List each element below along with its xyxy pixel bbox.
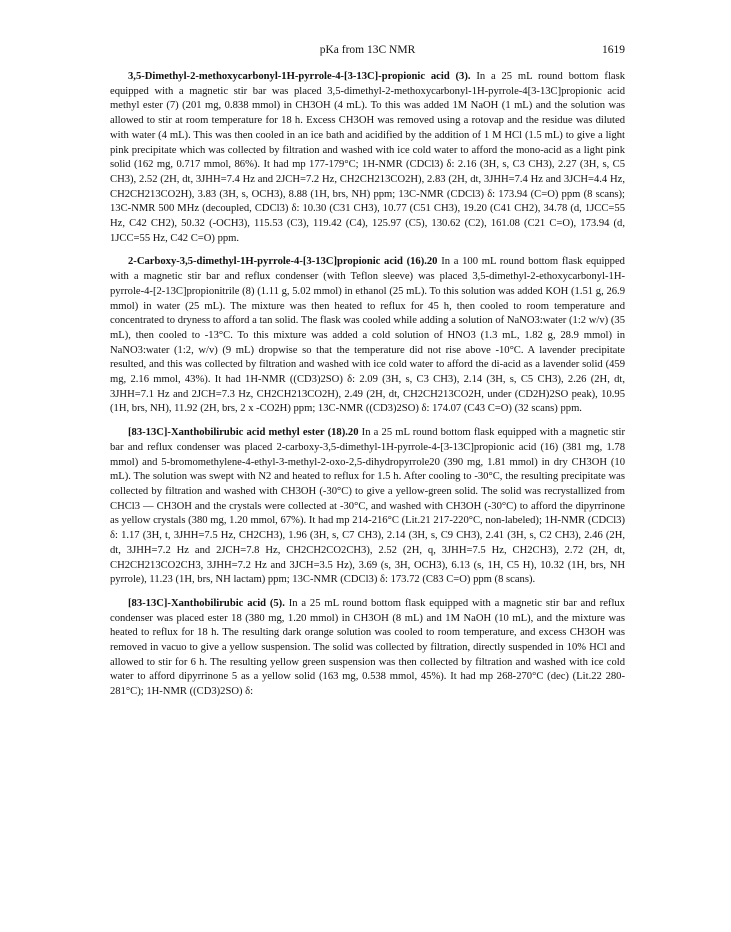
running-title: pKa from 13C NMR: [319, 44, 416, 56]
compound-name: 3,5-Dimethyl-2-methoxycarbonyl-1H-pyrrole-4-[3-13C]-propionic acid (3).: [128, 71, 471, 82]
compound-name: [83-13C]-Xanthobilirubic acid (5).: [128, 597, 285, 609]
experimental-entry-ester-18: [110, 426, 625, 588]
article-body: [110, 70, 625, 709]
procedure-text: In a 25 mL round bottom flask equipped with a magnetic stir bar was placed 3,5-dimethyl-2-methoxycarbonyl-1H-pyrrole-4[3-13C]propionic acid methyl ester (7) (201 mg, 0.838 mmol) in CH3OH (4 mL). To this was added 1M NaOH (1 mL) and the solution was allowed to stir at room temperature for 18 h. Excess CH3OH was removed using a rotovap and the residue was diluted with water (4 mL). This was then cooled in an ice bath and acidified by the addition of 1 M HCl (1.5 mL) to give a light pink precipitate which was collected by filtration and washed with ice cold water to afford the mono-acid as a light pink solid (162 mg, 0.717 mmol, 86%). It had mp 177-179°C; 1H-NMR (CDCl3) δ: 2.16 (3H, s, C3 CH3), 2.27 (3H, s, C5 CH3), 2.52 (2H, dt, 3JHH=7.4 Hz and 2JCH=7.2 Hz, CH2CH213CO2H), 2.83 (2H, dt, 3JHH=7.4 Hz and 3JCH=4.4 Hz, CH2CH213CO2H), 3.83 (3H, s, OCH3), 8.88 (1H, brs, NH) ppm; 13C-NMR (CDCl3) δ: 173.94 (C=O) ppm (8 scans); 13C-NMR 500 MHz (decoupled, CDCl3) δ: 10.30 (C31 CH3), 10.77 (C51 CH3), 19.20 (C41 CH2), 34.78 (d, 1JCC=55 Hz, C42 CH2), 50.32 (-OCH3), 115.53 (C3), 119.42 (C4), 125.97 (C5), 130.62 (C2), 161.08 (C21 C=O), 173.94 (d, 1JCC=55 Hz, C42 C=O) ppm.: [110, 71, 626, 244]
compound-name: 2-Carboxy-3,5-dimethyl-1H-pyrrole-4-[3-13C]propionic acid (16).20: [128, 256, 438, 268]
procedure-text: In a 25 mL round bottom flask equipped with a magnetic stir bar and reflux condenser was placed ester 18 (380 mg, 1.20 mmol) in CH3OH (8 mL) and 1M NaOH (10 mL), and the mixture was heated to reflux for 18 h. The resulting dark orange solution was cooled to room temperature, and excess CH3OH was removed in vacuo to give a yellow suspension. The solid was collected by filtration, directly suspended in 10% HCl and allowed to stir for 6 h. The resulting yellow green suspension was then collected by filtration and washed with ice cold water to afford dipyrrinone 5 as a yellow solid (163 mg, 0.538 mmol, 45%). It had mp 268-270°C (dec) (Lit.22 280-281°C); 1H-NMR ((CD3)2SO) δ:: [110, 597, 625, 698]
experimental-entry-acid-3: [110, 70, 625, 246]
procedure-text: In a 25 mL round bottom flask equipped with a magnetic stir bar and reflux condenser was placed 2-carboxy-3,5-dimethyl-1H-pyrrole-4-[3-13C]propionic acid (16) (381 mg, 1.78 mmol) and 5-bromomethylene-4-ethyl-3-methyl-2-oxo-2,5-dihydropyrrole20 (390 mg, 1.81 mmol) in dry CH3OH (10 mL). The solution was swept with N2 and heated to reflux for 1.5 h. After cooling to -30°C, the resulting precipitate was collected by filtration and washed with CH3OH (-30°C) to give a yellow-green solid. The solid was recrystallized from CHCl3 — CH3OH and the crystals were collected at -30°C, and washed with CH3OH (-30°C) to afford the dipyrrinone as yellow crystals (380 mg, 1.20 mmol, 67%). It had mp 214-216°C (Lit.21 217-220°C, non-labeled); 1H-NMR (CDCl3) δ: 1.17 (3H, t, 3JHH=7.5 Hz, CH2CH3), 1.96 (3H, s, C7 CH3), 2.14 (3H, s, C9 CH3), 2.41 (3H, s, C2 CH3), 2.46 (2H, dt, 3JHH=7.2 Hz and 2JCH=7.8 Hz, CH2CH2CO2CH3), 2.52 (2H, q, 3JHH=7.5 Hz, CH2CH3), 2.72 (2H, dt, CH2CH213CO2CH3, 3JHH=7.2 Hz and 3JCH=3.5 Hz), 3.69 (s, 3H, OCH3), 6.13 (s, 1H, C5 H), 10.32 (1H, brs, NH pyrrole), 11.23 (1H, brs, NH lactam) ppm; 13C-NMR (CDCl3) δ: 173.72 (C83 C=O) ppm (8 scans).: [110, 427, 625, 586]
experimental-entry-acid-5: [110, 597, 625, 700]
compound-name: [83-13C]-Xanthobilirubic acid methyl ester (18).20: [128, 427, 359, 439]
procedure-text: In a 100 mL round bottom flask equipped with a magnetic stir bar and reflux condenser (with Teflon sleeve) was placed 3,5-dimethyl-2-ethoxycarbonyl-1H-pyrrole-4-[2-13C]propionitrile (8) (1.11 g, 5.02 mmol) in ethanol (25 mL). To this solution was added KOH (1.51 g, 26.9 mmol) in water (25 mL). The mixture was then heated to reflux for 45 h, then cooled to room temperature and concentrated to dryness to afford a tan solid. The flask was cooled while adding a solution of NaNO3:water (1:2 w/v) (35 mL), then cooled to -13°C. To this mixture was added a cold solution of HNO3 (1.3 mL, 1.82 g, 28.9 mmol) in NaNO3:water (1:2, w/v) (9 mL) dropwise so that the temperature did not rise above -10°C. A lavender precipitate resulted, and this was collected by filtration and washed with ice cold water to afford the di-acid as a lavender solid (459 mg, 2.16 mmol, 43%). It had 1H-NMR ((CD3)2SO) δ: 2.09 (3H, s, C3 CH3), 2.14 (3H, s, C5 CH3), 2.26 (2H, dt, 3JHH=7.1 Hz and 2JCH=7.3 Hz, CH2CH213CO2H), 2.49 (2H, dt, CH2CH213CO2H, under (CD2H)2SO peak), 10.95 (1H, brs, NH), 11.92 (2H, brs, 2 x -CO2H) ppm; 13C-NMR ((CD3)2SO) δ: 174.07 (C43 C=O) (32 scans) ppm.: [110, 256, 625, 415]
page-number: 1619: [602, 44, 625, 56]
running-head: [110, 44, 625, 60]
experimental-entry-diacid-16: [110, 255, 625, 417]
